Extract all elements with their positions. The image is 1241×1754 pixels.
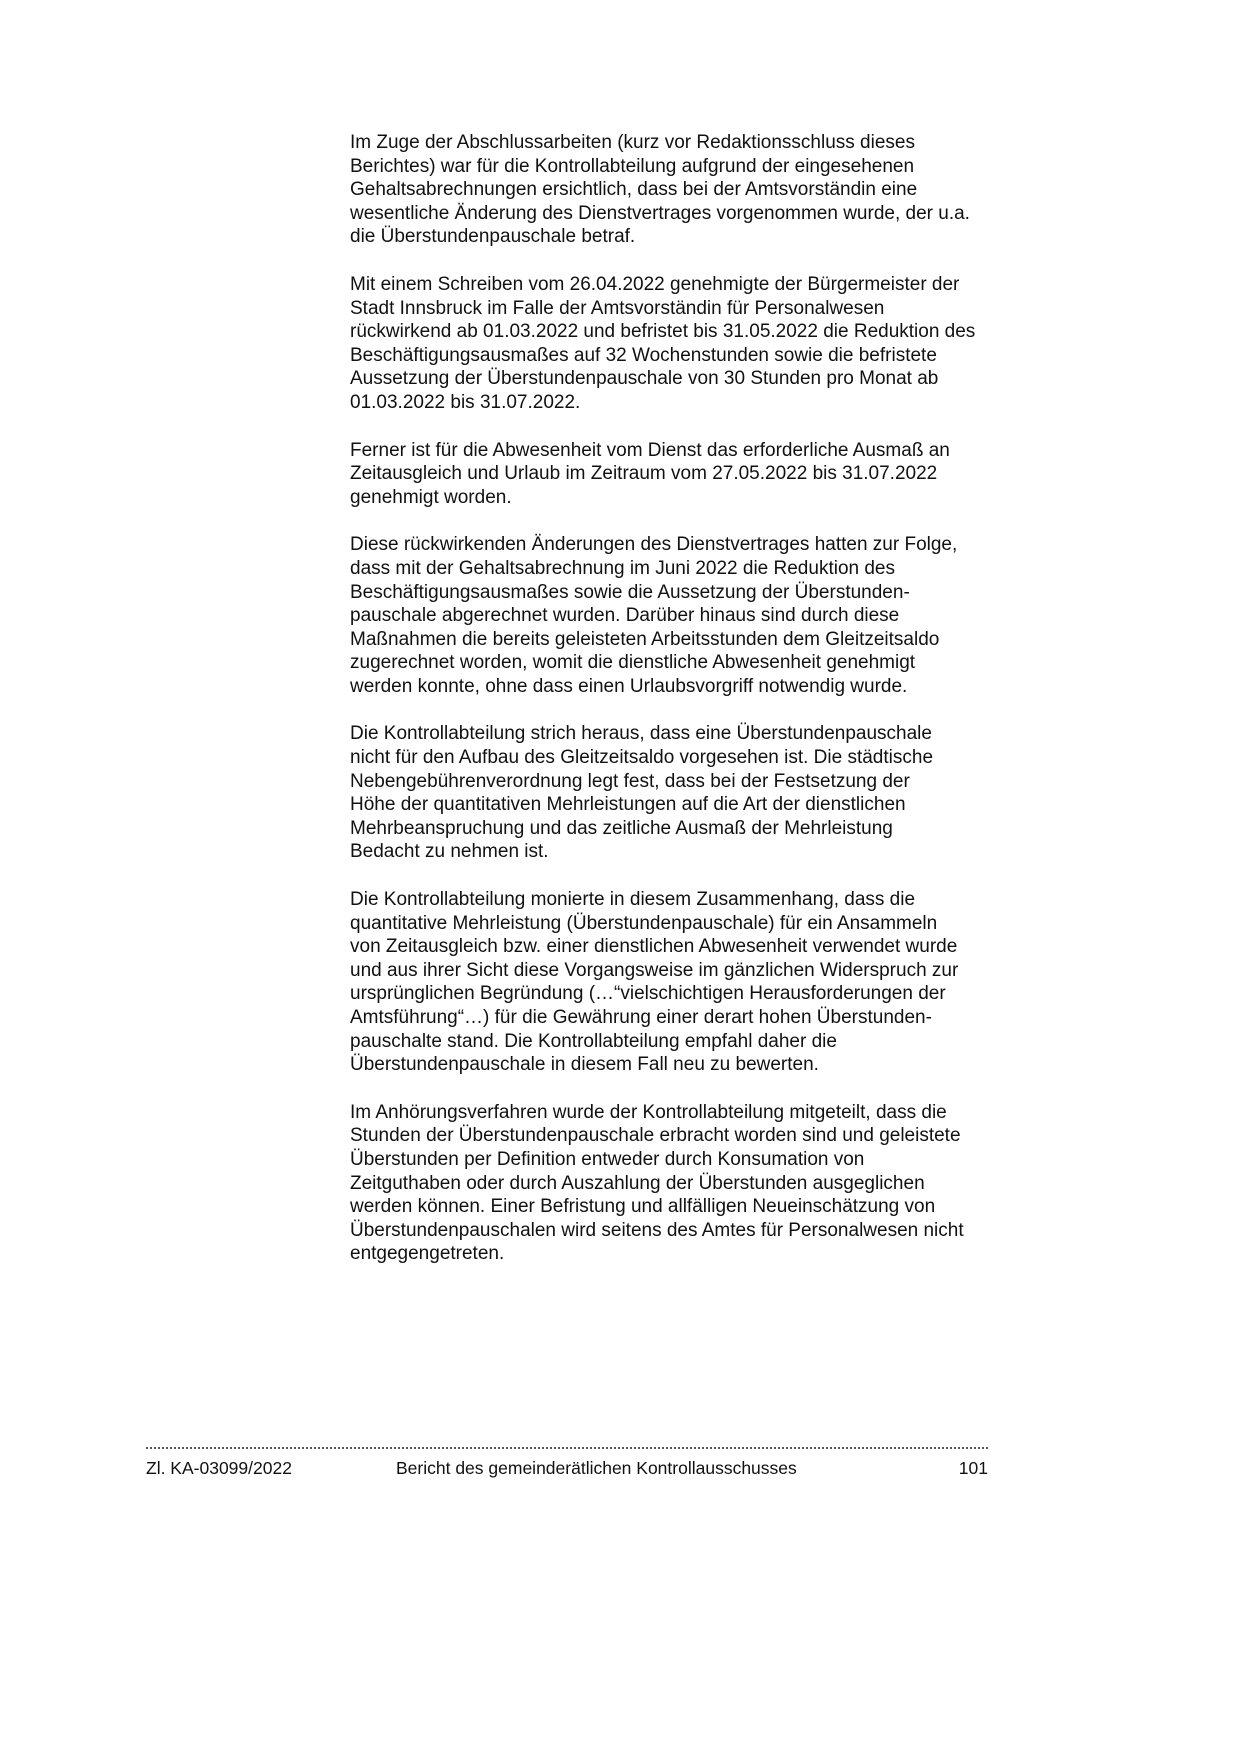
footer-page-number: 101: [958, 1458, 988, 1478]
paragraph-monierung: Die Kontrollabteilung monierte in diesem Zusammenhang, dass die quantitative Mehrleistung (Überstundenpauschale) für ein Ansammeln von Zeitausgleich bzw. einer dienstlichen Abwesenheit verwendet wurde und aus ihrer Sicht diese Vorgangsweise im gänzlichen Widerspruch zur ursprünglichen Begründung (…“vielschichtigen Herausforderungen der Amtsführung“…) für die Gewährung einer derart hohen Überstunden- pauschalte stand. Die Kontrollabteilung empfahl daher die Überstundenpauschale in diesem Fall neu zu bewerten.: [350, 889, 959, 1076]
paragraph-abschlussarbeiten: Im Zuge der Abschlussarbeiten (kurz vor Redaktionsschluss dieses Berichtes) war für die Kontrollabteilung aufgrund der eingesehenen Gehaltsabrechnungen ersichtlich, dass bei der Amtsvorständin eine wesentliche Änderung des Dienstvertrages vorgenommen wurde, der u.a. die Überstundenpauschale betraf.: [350, 132, 970, 248]
report-body: [350, 131, 1011, 1290]
paragraph-schreiben: Mit einem Schreiben vom 26.04.2022 genehmigte der Bürgermeister der Stadt Innsbruck im Falle der Amtsvorständin für Personalwesen rückwirkend ab 01.03.2022 und befristet bis 31.05.2022 die Reduktion des Beschäftigungsausmaßes auf 32 Wochenstunden sowie die befristete Aussetzung der Überstundenpauschale von 30 Stunden pro Monat ab 01.03.2022 bis 31.07.2022.: [350, 273, 976, 413]
paragraph-aenderungen: Diese rückwirkenden Änderungen des Dienstvertrages hatten zur Folge, dass mit der Gehaltsabrechnung im Juni 2022 die Reduktion des Beschäftigungsausmaßes sowie die Aussetzung der Überstunden- pauschale abgerechnet wurden. Darüber hinaus sind durch diese Maßnahmen die bereits geleisteten Arbeitsstunden dem Gleitzeitsaldo zugerechnet worden, womit die dienstliche Abwesenheit genehmigt werden konnte, ohne dass einen Urlaubsvorgriff notwendig wurde.: [350, 534, 958, 697]
paragraph-gleitzeitsaldo: Die Kontrollabteilung strich heraus, dass eine Überstundenpauschale nicht für den Aufbau des Gleitzeitsaldo vorgesehen ist. Die städtische Nebengebührenverordnung legt fest, dass bei der Festsetzung der Höhe der quantitativen Mehrleistungen auf die Art der dienstlichen Mehrbeanspruchung und das zeitliche Ausmaß der Mehrleistung Bedacht zu nehmen ist.: [350, 723, 934, 863]
paragraph-abwesenheit: Ferner ist für die Abwesenheit vom Dienst das erforderliche Ausmaß an Zeitausgleich und Urlaub im Zeitraum vom 27.05.2022 bis 31.07.2022 genehmigt worden.: [350, 439, 950, 508]
footer-row: [146, 1457, 988, 1479]
footer-report-title: Bericht des gemeinderätlichen Kontrollausschusses: [396, 1458, 797, 1478]
page-footer: [146, 1447, 988, 1479]
footer-file-number: Zl. KA-03099/2022: [146, 1458, 292, 1478]
paragraph-anhoerung: Im Anhörungsverfahren wurde der Kontrollabteilung mitgeteilt, dass die Stunden der Überstundenpauschale erbracht worden sind und geleistete Überstunden per Definition entweder durch Konsumation von Zeitguthaben oder durch Auszahlung der Überstunden ausgeglichen werden können. Einer Befristung und allfälligen Neueinschätzung von Überstundenpauschalen wird seitens des Amtes für Personalwesen nicht entgegengetreten.: [350, 1101, 964, 1265]
footer-dotted-divider: [146, 1447, 988, 1449]
